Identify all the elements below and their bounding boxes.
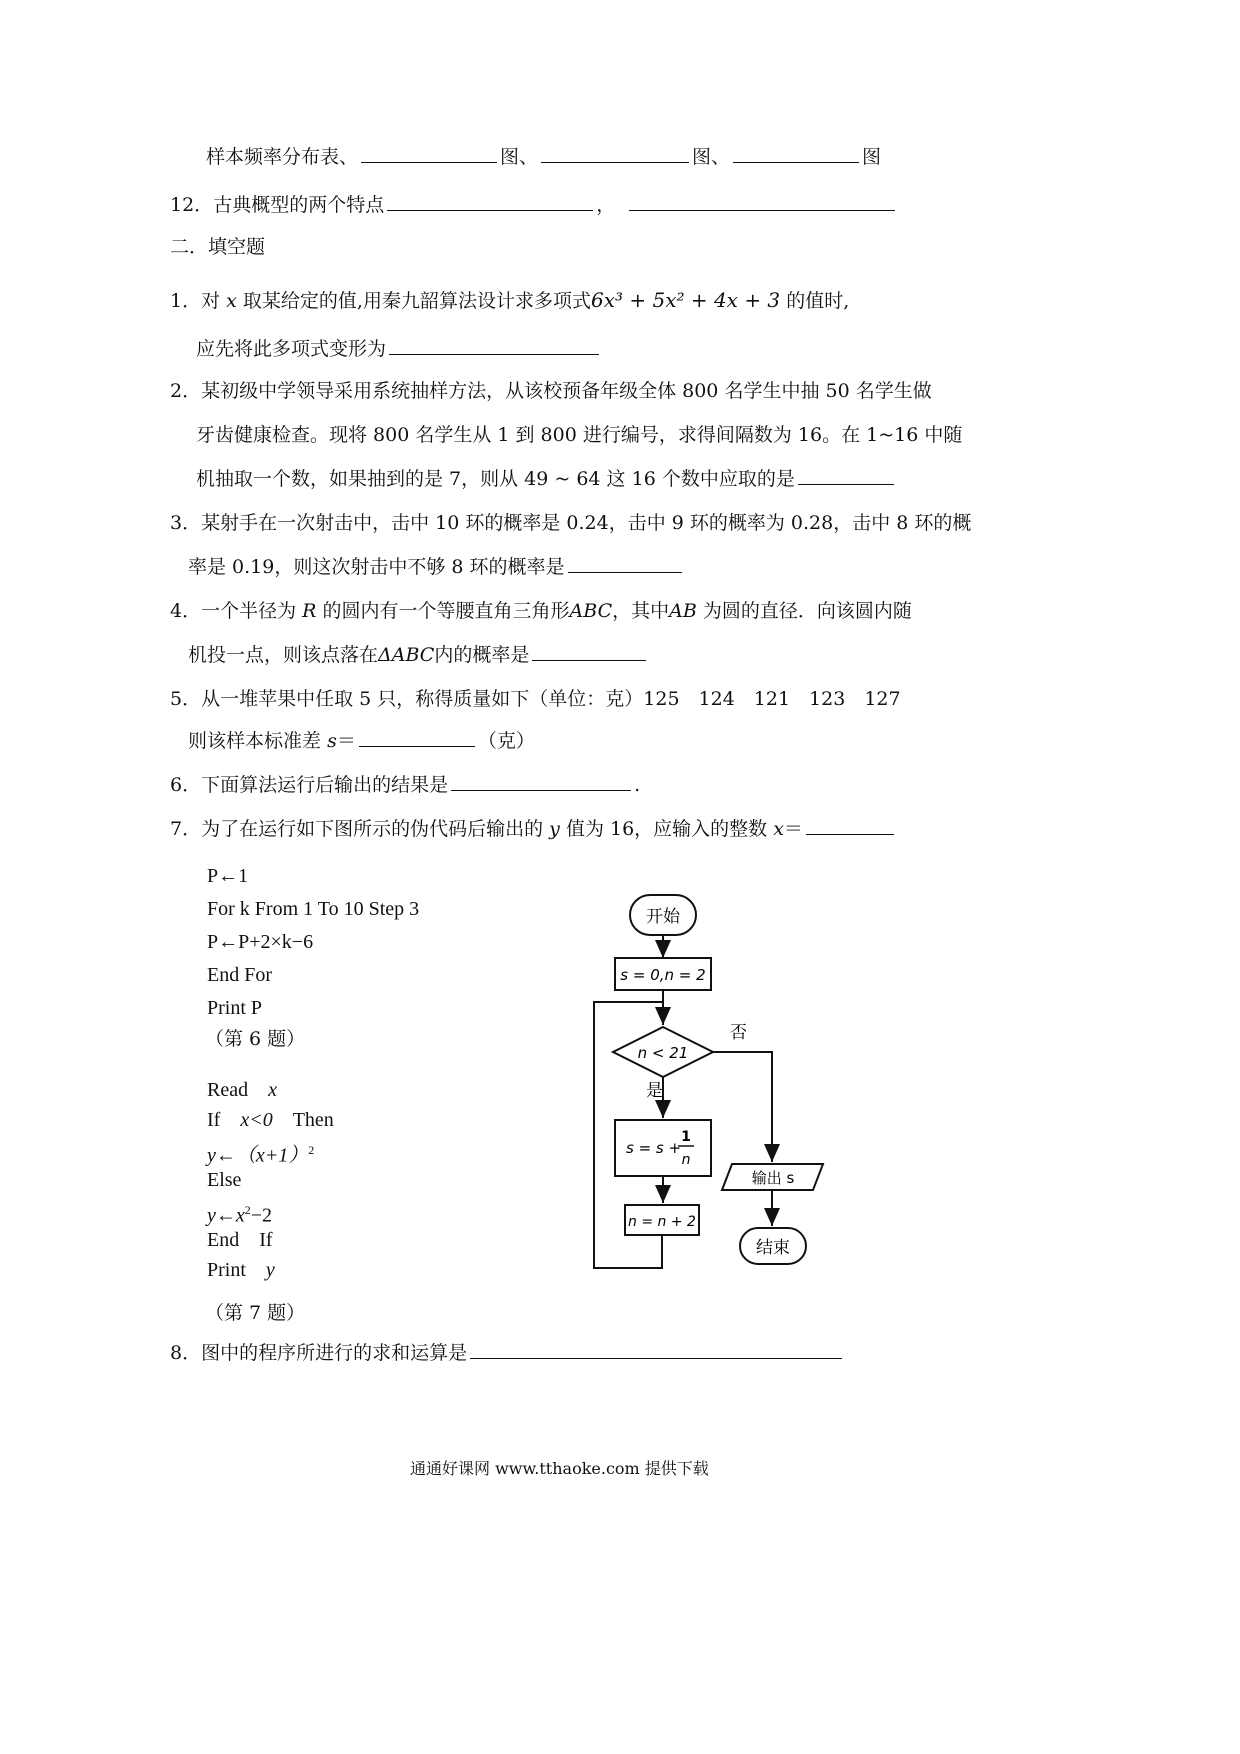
math-var: x	[268, 1079, 277, 1101]
flow-cond-label: n < 21	[637, 1044, 689, 1062]
text: ，	[596, 194, 616, 216]
text: 某射手在一次射击中，击中 10 环的概率是 0.24，击中 9 环的概率为 0.28，击中 8 环的概	[201, 512, 972, 534]
text: 从一堆苹果中任取 5 只，称得质量如下（单位：克）125 124 121 123 127	[201, 688, 901, 710]
question-8	[170, 1338, 845, 1365]
code-line	[207, 1135, 334, 1165]
text: .	[634, 774, 641, 796]
question-5	[170, 684, 901, 711]
question-number: 8．	[170, 1342, 202, 1364]
math-var: x	[773, 818, 784, 840]
text: 图、	[500, 146, 539, 168]
answer-blank[interactable]	[359, 728, 475, 747]
question-1-line2	[196, 334, 602, 361]
keyword: Print	[207, 1259, 246, 1281]
text: （克）	[477, 730, 535, 752]
text: 样本频率分布表、	[206, 146, 359, 168]
text: 图	[862, 146, 882, 168]
text: 机抽取一个数，如果抽到的是 7，则从 49 ~ 64 这 16 个数中应取的是	[196, 468, 795, 490]
text: 内的概率是	[434, 644, 530, 666]
text: 对	[201, 290, 221, 312]
question-2-line3	[196, 464, 897, 491]
math-var: y	[265, 1259, 275, 1281]
answer-blank[interactable]	[389, 336, 599, 355]
flow-no-label: 否	[730, 1023, 747, 1043]
flow-yes-label: 是	[646, 1081, 663, 1101]
code-line	[207, 1105, 334, 1135]
text: 的值时,	[786, 290, 850, 312]
question-7	[170, 814, 897, 841]
question-text: 古典概型的两个特点	[213, 194, 385, 216]
math-var: R	[302, 600, 317, 622]
question-number: 6．	[170, 774, 202, 796]
text: 图、	[692, 146, 731, 168]
question-6	[170, 770, 640, 797]
answer-blank[interactable]	[798, 466, 894, 485]
text: 为了在运行如下图所示的伪代码后输出的	[201, 818, 544, 840]
question-12	[170, 190, 898, 217]
line-distribution-tables	[206, 142, 881, 169]
math-expr: y←（x+1）	[207, 1144, 309, 1167]
math-expr: y←x	[207, 1204, 245, 1227]
question-4-line2	[188, 640, 649, 667]
code-line: Else	[207, 1169, 242, 1191]
code-line: End If	[207, 1229, 273, 1251]
text: 为圆的直径．向该圆内随	[702, 600, 912, 622]
math-var: y	[549, 818, 560, 840]
question-number: 7．	[170, 818, 202, 840]
question-number: 1．	[170, 290, 202, 312]
text: 某初级中学领导采用系统抽样方法，从该校预备年级全体 800 名学生中抽 50 名学生做	[201, 380, 932, 402]
answer-blank[interactable]	[470, 1340, 842, 1359]
code-line: Print P	[207, 997, 263, 1019]
keyword: If	[207, 1109, 221, 1131]
question-3-line2	[188, 552, 685, 579]
text: 一个半径为	[201, 600, 297, 622]
keyword: Read	[207, 1079, 249, 1101]
text: ＝	[783, 818, 803, 840]
text: 率是 0.19，则这次射击中不够 8 环的概率是	[188, 556, 565, 578]
text: 应先将此多项式变形为	[196, 338, 387, 360]
math-var: AB	[669, 600, 697, 622]
answer-blank[interactable]	[361, 144, 497, 163]
text: 值为 16，应输入的整数	[565, 818, 768, 840]
math-var: x	[226, 290, 237, 312]
code-line	[207, 1075, 334, 1105]
math-var: ΔABC	[378, 644, 435, 666]
text: 取某给定的值,用秦九韶算法设计求多项式	[242, 290, 591, 312]
text: 的圆内有一个等腰直角三角形	[322, 600, 570, 622]
math-expr: x<0	[240, 1109, 273, 1131]
text: ，其中	[612, 600, 670, 622]
flow-inc-label: n = n + 2	[628, 1214, 696, 1230]
question-number: 3．	[170, 512, 202, 534]
text: 机投一点，则该点落在	[188, 644, 379, 666]
math-var: ABC	[569, 600, 613, 622]
code-line	[207, 1255, 334, 1285]
math-expr: −2	[250, 1204, 273, 1227]
question-number: 5．	[170, 688, 202, 710]
flow-end-label: 结束	[756, 1238, 790, 1258]
flow-start-label: 开始	[646, 907, 680, 927]
flow-init-label: s = 0,n = 2	[620, 966, 706, 984]
flow-frac-num: 1	[681, 1129, 691, 1145]
question-4	[170, 596, 912, 623]
section-title: 二．填空题	[170, 236, 266, 258]
code-line: End For	[207, 964, 272, 986]
keyword: Then	[292, 1109, 334, 1131]
code-line: P←P+2×k−6	[207, 931, 314, 953]
flow-frac-den: n	[681, 1152, 691, 1168]
question-text: 图中的程序所进行的求和运算是	[201, 1342, 468, 1364]
answer-blank[interactable]	[541, 144, 689, 163]
code-line	[207, 1195, 334, 1225]
answer-blank[interactable]	[806, 816, 894, 835]
caption-7: （第 7 题）	[205, 1302, 306, 1324]
answer-blank[interactable]	[451, 772, 631, 791]
question-2-line2: 牙齿健康检查。现将 800 名学生从 1 到 800 进行编号，求得间隔数为 16。在 1~16 中随	[196, 424, 963, 446]
question-1	[170, 286, 849, 313]
code-line: P←1	[207, 865, 249, 887]
flowchart	[580, 880, 860, 1290]
question-number: 4．	[170, 600, 202, 622]
question-5-line2	[188, 726, 535, 753]
question-2	[170, 376, 932, 403]
question-text: 下面算法运行后输出的结果是	[201, 774, 449, 796]
math-var: s	[327, 730, 337, 752]
answer-blank[interactable]	[532, 642, 646, 661]
exponent: 2	[308, 1143, 315, 1157]
exponent: 2	[244, 1203, 251, 1217]
code-line: For k From 1 To 10 Step 3	[207, 898, 420, 920]
answer-blank[interactable]	[733, 144, 859, 163]
caption-6: （第 6 题）	[205, 1028, 306, 1050]
text: ＝	[336, 730, 356, 752]
flow-sum-label: s = s +	[626, 1139, 682, 1157]
question-number: 2．	[170, 380, 202, 402]
question-number: 12．	[170, 194, 214, 216]
pseudocode-6	[207, 860, 419, 1025]
answer-blank[interactable]	[387, 192, 593, 211]
flow-arrow-no	[713, 1052, 772, 1162]
answer-blank[interactable]	[629, 192, 895, 211]
answer-blank[interactable]	[568, 554, 682, 573]
question-3	[170, 508, 971, 535]
flow-output-label: 输出 s	[751, 1169, 795, 1187]
polynomial: 6x³ + 5x² + 4x + 3	[590, 288, 781, 312]
footer-credit: 通通好课网 www.tthaoke.com 提供下载	[410, 1459, 709, 1478]
text: 则该样本标准差	[188, 730, 322, 752]
pseudocode-7	[207, 1075, 334, 1285]
